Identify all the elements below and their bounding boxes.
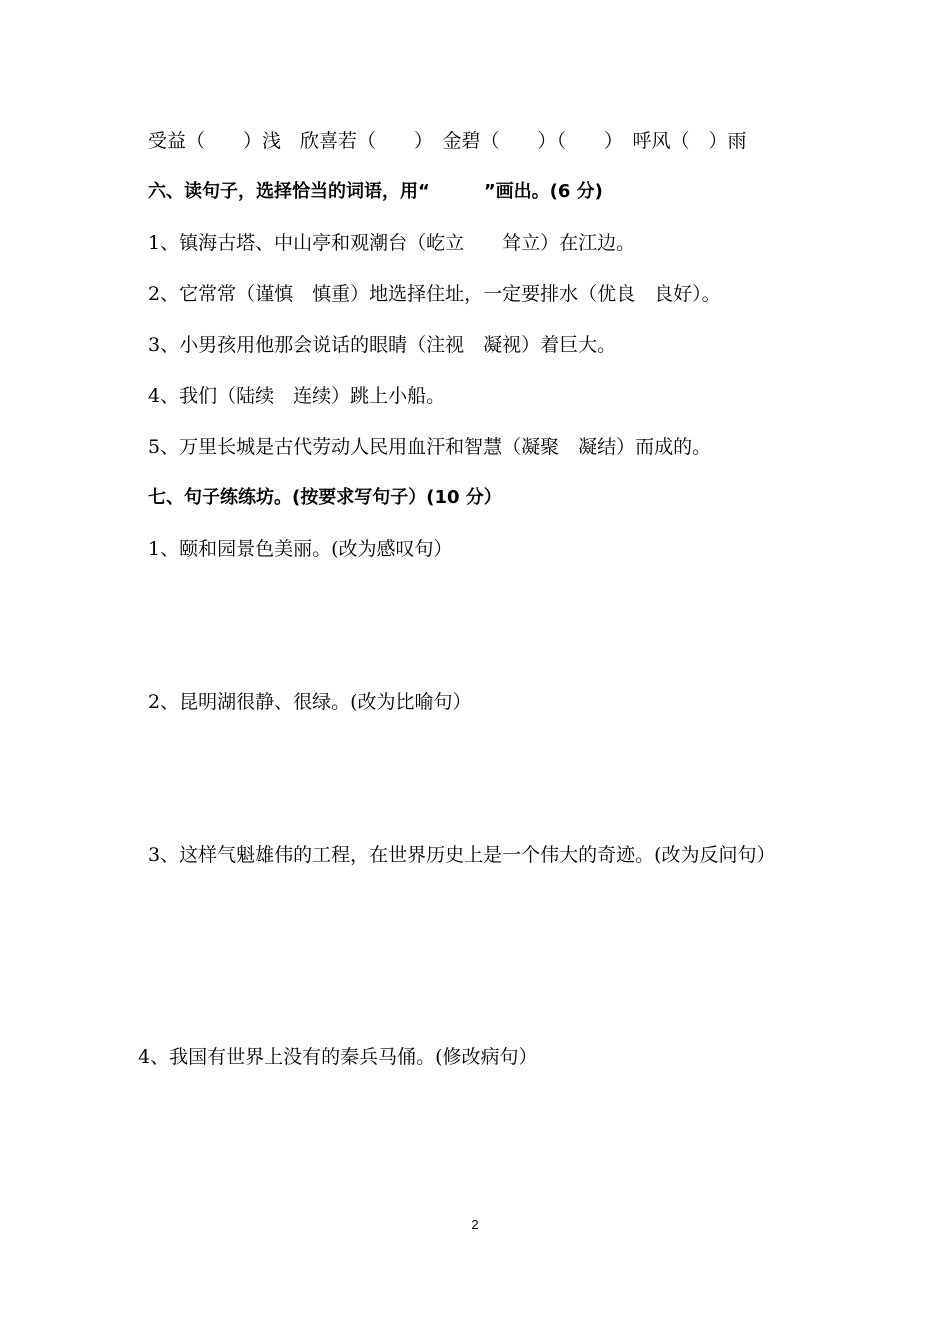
idiom-fill-line: 受益（ ）浅 欣喜若（ ） 金碧（ ）（ ） 呼风（ ）雨 (148, 130, 747, 152)
section-7-item-4: 4、我国有世界上没有的秦兵马俑。(修改病句） (138, 1046, 538, 1068)
section-6-item-1: 1、镇海古塔、中山亭和观潮台（屹立 耸立）在江边。 (148, 232, 636, 254)
section-6-title: 六、读句子，选择恰当的词语，用“ ”画出。(6 分) (148, 181, 603, 202)
page-number: 2 (471, 1217, 479, 1232)
section-7-item-1: 1、颐和园景色美丽。(改为感叹句） (148, 538, 453, 560)
section-6-item-5: 5、万里长城是古代劳动人民用血汗和智慧（凝聚 凝结）而成的。 (148, 436, 712, 458)
section-6-item-2: 2、它常常（谨慎 慎重）地选择住址，一定要排水（优良 良好）。 (148, 283, 721, 305)
section-6-item-3: 3、小男孩用他那会说话的眼睛（注视 凝视）着巨大。 (148, 334, 617, 356)
section-7-item-2: 2、昆明湖很静、很绿。(改为比喻句） (148, 691, 472, 713)
section-7-title: 七、句子练练坊。(按要求写句子）(10 分） (148, 487, 502, 508)
section-7-item-3: 3、这样气魁雄伟的工程，在世界历史上是一个伟大的奇迹。(改为反问句） (148, 844, 776, 866)
section-6-item-4: 4、我们（陆续 连续）跳上小船。 (148, 385, 446, 407)
